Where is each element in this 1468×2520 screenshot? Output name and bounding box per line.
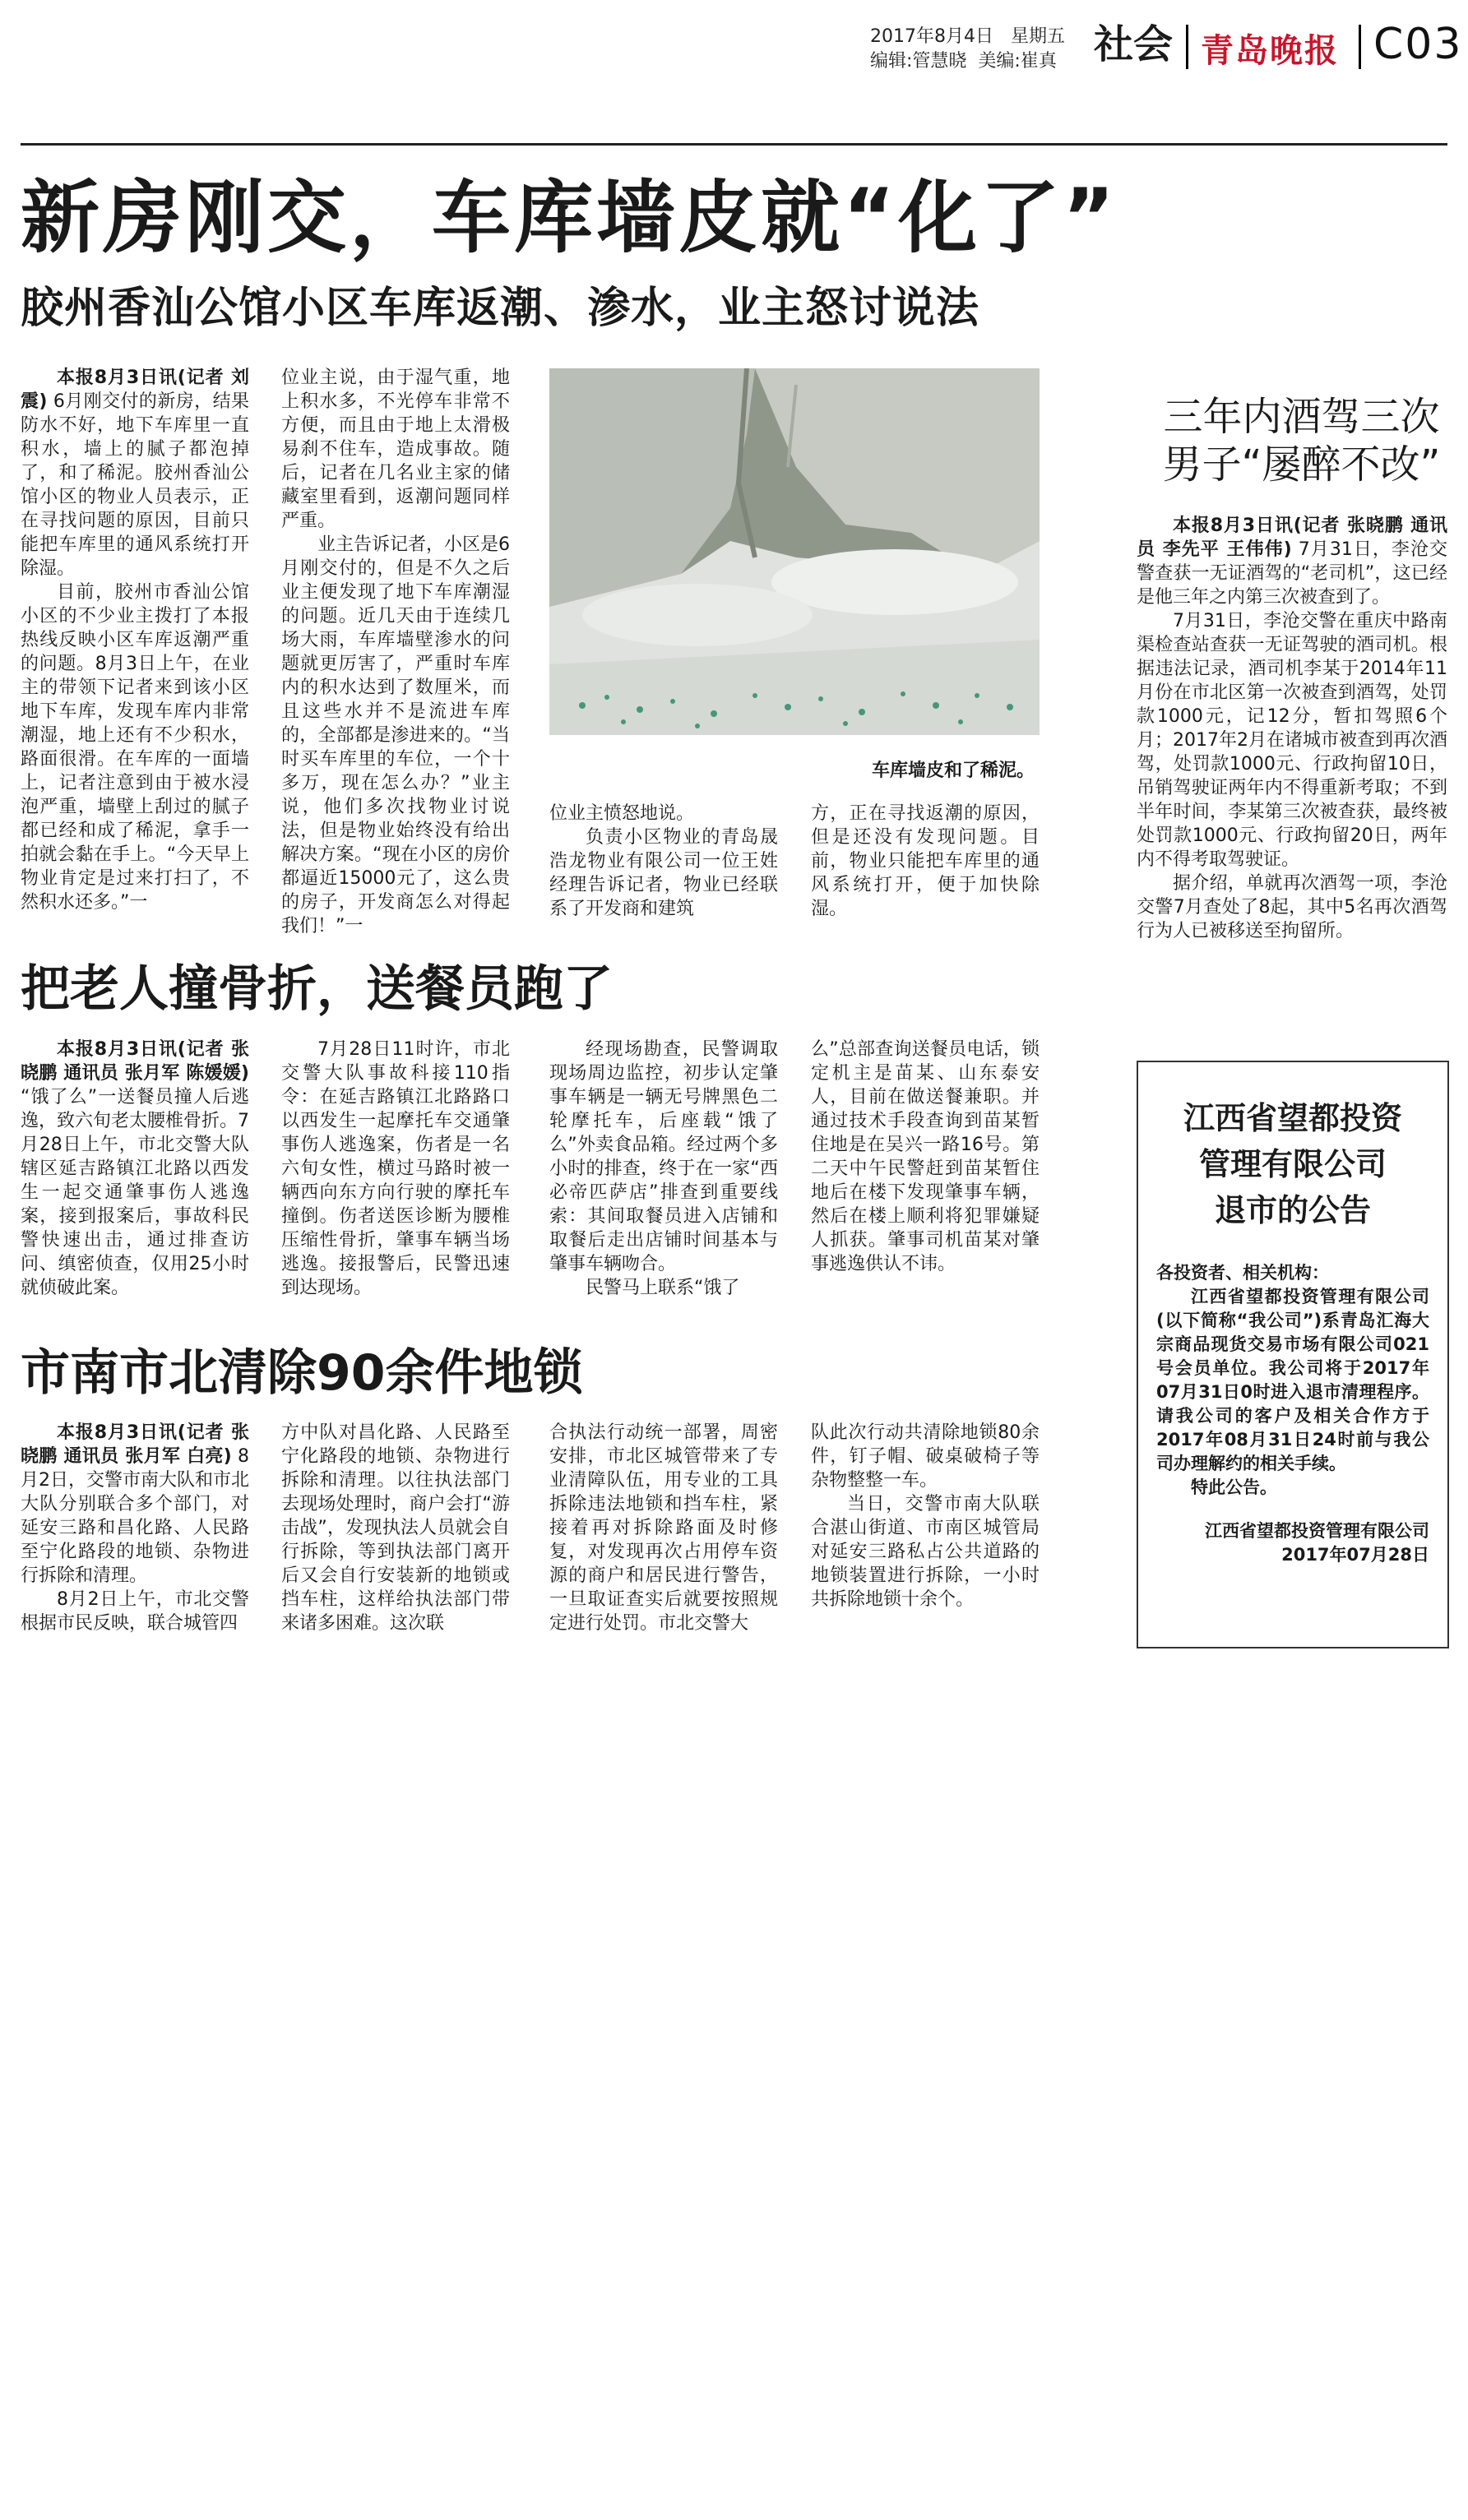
article2-col3 (549, 1038, 778, 1300)
notice-closing: 特此公告。 (1191, 1477, 1277, 1497)
article1-col4 (811, 802, 1040, 921)
top-rule (21, 143, 1447, 146)
article2-paragraph: 民警马上联系“饿了 (586, 1278, 740, 1298)
sidebar-paragraph: 7月31日，李沧交警在重庆中路南渠检查站查获一无证驾驶的酒司机。根据违法记录，酒司机李某于2014年11月份在市北区第一次被查到酒驾，处罚款1000元，记12分，暂扣驾照6个月；2017年2月在诸城市被查到再次酒驾，处罚款1000元、行政拘留10日，吊销驾驶证两年内不得重新考取；不到半年时间，李某第三次被查获，最终被处罚款1000元、行政拘留20日，两年内不得考取驾驶证。 (1137, 611, 1447, 870)
notice-salutation: 各投资者、相关机构： (1156, 1263, 1329, 1283)
article1-title: 新房刚交，车库墙皮就“化了” (21, 172, 1118, 264)
article1-paragraph: 6月刚交付的新房，结果防水不好，地下车库里一直积水，墙上的腻子都泡掉了，和了稀泥。胶州香汕公馆小区的物业人员表示，正在寻找问题的原因，目前只能把车库里的通风系统打开除湿。 (21, 391, 249, 579)
notice-date: 2017年07月28日 (1281, 1545, 1429, 1565)
article1-paragraph: 方，正在寻找返潮的原因，但是还没有发现问题。目前，物业只能把车库里的通风系统打开，便于加快除湿。 (811, 803, 1040, 919)
article3-col4 (811, 1421, 1040, 1611)
masthead-art-editor: 美编:崔真 (978, 51, 1057, 72)
article1-subtitle: 胶州香汕公馆小区车库返潮、渗水，业主怒讨说法 (21, 284, 980, 333)
masthead-divider (1359, 25, 1361, 69)
article3-paragraph: 当日，交警市南大队联合湛山街道、市南区城管局对延安三路私占公共道路的地锁装置进行拆除，一小时共拆除地锁十余个。 (811, 1494, 1040, 1610)
garage-wall-photo-image (549, 368, 1040, 735)
article2-col2 (281, 1038, 510, 1300)
masthead-date: 2017年8月4日 星期五 (870, 26, 1065, 47)
sidebar-paragraph: 7月31日，李沧交警查获一无证酒驾的“老司机”，这已经是他三年之内第三次被查到了。 (1137, 539, 1447, 608)
article2-paragraph: “饿了么”一送餐员撞人后逃逸，致六旬老太腰椎骨折。7月28日上午，市北交警大队辖区延吉路镇江北路以西发生一起交通肇事伤人逃逸案，接到报案后，事故科民警快速出击，通过排查访问、缜密侦查，仅用25小时就侦破此案。 (21, 1087, 249, 1298)
article2-col1 (21, 1038, 249, 1300)
article3-paragraph: 队此次行动共清除地锁80余件，钉子帽、破桌破椅子等杂物整整一车。 (811, 1422, 1040, 1491)
article3-col3 (549, 1421, 778, 1635)
notice-title-line: 退市的公告 (1214, 1192, 1371, 1228)
notice-title-line: 管理有限公司 (1198, 1146, 1387, 1182)
article2-paragraph: 经现场勘查，民警调取现场周边监控，初步认定肇事车辆是一辆无号牌黑色二轮摩托车，后座载“饿了么”外卖食品箱。经过两个多小时的排查，终于在一家“西必帝匹萨店”排查到重要线索：其间取餐员进入店铺和取餐后走出店铺时间基本与肇事车辆吻合。 (549, 1039, 778, 1274)
article2-col4 (811, 1038, 1040, 1276)
notice-signature: 江西省望都投资管理有限公司 (1205, 1521, 1429, 1541)
article2-paragraph: 么”总部查询送餐员电话，锁定机主是苗某、山东泰安人，目前在做送餐兼职。并通过技术手段查询到苗某暂住地是在吴兴一路16号。第二天中午民警赶到苗某暂住地后在楼下发现肇事车辆，然后在楼上顺利将犯罪嫌疑人抓获。肇事司机苗某对肇事逃逸供认不讳。 (811, 1039, 1040, 1274)
article2-paragraph: 7月28日11时许，市北交警大队事故科接110指令：在延吉路镇江北路路口以西发生一起摩托车交通肇事伤人逃逸案，伤者是一名六旬女性，横过马路时被一辆西向东方向行驶的摩托车撞倒。伤者送医诊断为腰椎压缩性骨折，肇事车辆当场逃逸。接报警后，民警迅速到达现场。 (281, 1039, 510, 1298)
article3-paragraph: 方中队对昌化路、人民路至宁化路段的地锁、杂物进行拆除和清理。以往执法部门去现场处理时，商户会打“游击战”，发现执法人员就会自行拆除，等到执法部门离开后又会自行安装新的地锁或挡车柱，这样给执法部门带来诸多困难。这次联 (281, 1422, 510, 1634)
sidebar-title-line: 男子“屡醉不改” (1162, 442, 1441, 488)
article3-col1 (21, 1421, 249, 1635)
sidebar-article-body (1137, 514, 1447, 943)
masthead-divider (1186, 25, 1188, 69)
notice-title-line: 江西省望都投资 (1183, 1100, 1402, 1136)
paper-logo: 青岛晚报 (1201, 31, 1339, 70)
article3-paragraph: 合执法行动统一部署，周密安排，市北区城管带来了专业清障队伍，用专业的工具拆除违法地锁和挡车柱，紧接着再对拆除路面及时修复，对发现再次占用停车资源的商户和居民进行警告，一旦取证查实后就要按照规定进行处罚。市北交警大 (549, 1422, 778, 1634)
article2-title: 把老人撞骨折，送餐员跑了 (21, 960, 613, 1018)
article1-paragraph: 位业主愤怒地说。 (549, 803, 695, 824)
sidebar-article-title (1139, 393, 1464, 488)
notice-body (1138, 1261, 1447, 1567)
article3-paragraph: 8月2日，交警市南大队和市北大队分别联合多个部门，对延安三路和昌化路、人民路至宁化路段的地锁、杂物进行拆除和清理。 (21, 1446, 249, 1586)
article1-paragraph: 业主告诉记者，小区是6月刚交付的，但是不久之后业主便发现了地下车库潮湿的问题。近几天由于连续几场大雨，车库墙壁渗水的问题就更厉害了，严重时车库内的积水达到了数厘米，而且这些水并不是流进车库的，全部都是渗进来的。“当时买车库里的车位，一个十多万，现在怎么办？”业主说，他们多次找物业讨说法，但是物业始终没有给出解决方案。“现在小区的房价都逼近15000元了，这么贵的房子，开发商怎么对得起我们！”一 (281, 534, 510, 936)
article3-col2 (281, 1421, 510, 1635)
article1-lead: 本报8月3日讯(记者 刘震) (21, 368, 249, 412)
article1-paragraph: 位业主说，由于湿气重，地上积水多，不光停车非常不方便，而且由于地上太滑极易刹不住车，造成事故。随后，记者在几名业主家的储藏室里看到，返潮问题同样严重。 (281, 368, 510, 531)
article1-col2 (281, 366, 510, 938)
article2-lead: 本报8月3日讯(记者 张晓鹏 通讯员 张月军 陈媛媛) (21, 1039, 249, 1084)
article1-paragraph: 目前，胶州市香汕公馆小区的不少业主拨打了本报热线反映小区车库返潮严重的问题。8月3日上午，在业主的带领下记者来到该小区地下车库，发现车库内非常潮湿，地上还有不少积水，路面很滑。在车库的一面墙上，记者注意到由于被水浸泡严重，墙壁上刮过的腻子都已经和成了稀泥，拿手一拍就会黏在手上。“今天早上物业肯定是过来打扫了，不然积水还多。”一 (21, 582, 249, 913)
section-name: 社会 (1094, 21, 1174, 67)
sidebar-lead: 本报8月3日讯(记者 张晓鹏 通讯员 李先平 王伟伟) (1137, 516, 1447, 560)
article3-lead: 本报8月3日讯(记者 张晓鹏 通讯员 张月军 白亮) (21, 1422, 249, 1467)
delisting-notice (1137, 1061, 1449, 1648)
notice-text: 江西省望都投资管理有限公司(以下简称“我公司”)系青岛汇海大宗商品现货交易市场有限公司021号会员单位。我公司将于2017年07月31日0时进入退市清理程序。请我公司的客户及相关合作方于2017年08月31日24时前与我公司办理解约的相关手续。 (1156, 1287, 1429, 1473)
masthead-editors: 编辑:管慧晓 美编:崔真 (870, 51, 1057, 72)
article1-col3 (549, 802, 778, 921)
garage-wall-photo (549, 368, 1040, 735)
masthead-weekday: 星期五 (1010, 26, 1065, 47)
article1-paragraph: 负责小区物业的青岛晟浩龙物业有限公司一位王姓经理告诉记者，物业已经联系了开发商和建筑 (549, 827, 778, 919)
page-number: C03 (1373, 20, 1463, 69)
article1-col1 (21, 366, 249, 914)
sidebar-paragraph: 据介绍，单就再次酒驾一项，李沧交警7月查处了8起，其中5名再次酒驾行为人已被移送至拘留所。 (1137, 873, 1447, 941)
photo-caption: 车库墙皮和了稀泥。 (872, 761, 1035, 781)
sidebar-title-line: 三年内酒驾三次 (1163, 394, 1440, 440)
notice-title (1138, 1095, 1447, 1233)
article3-title: 市南市北清除90余件地锁 (21, 1344, 583, 1402)
article3-paragraph: 8月2日上午，市北交警根据市民反映，联合城管四 (21, 1589, 249, 1634)
